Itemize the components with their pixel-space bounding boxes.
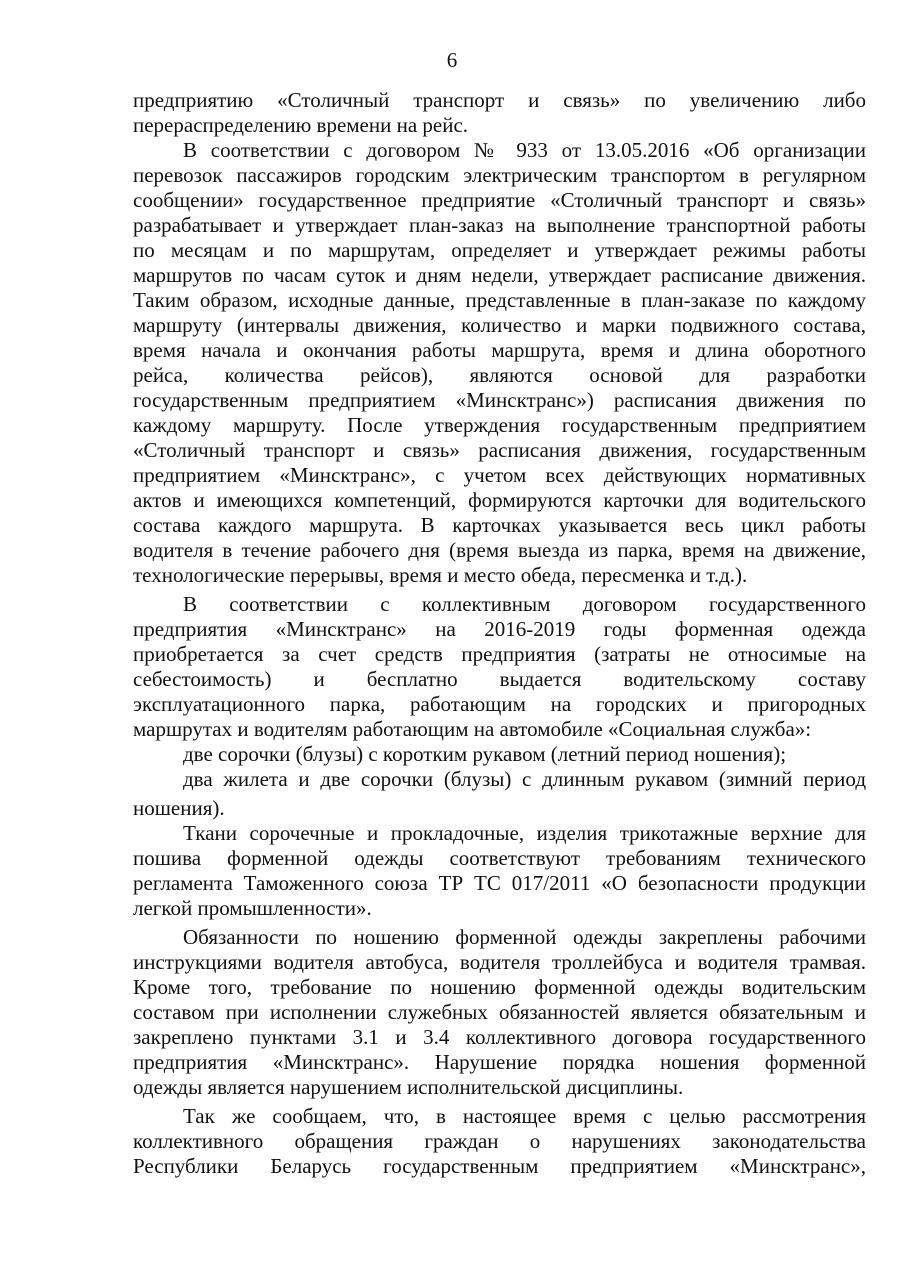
text-line: маршрутов по часам суток и дням недели, утверждает расписание движения. — [133, 263, 866, 287]
text-line: маршруту (интервалы движения, количество и марки подвижного состава, — [133, 313, 866, 337]
text-line: по месяцам и по маршрутам, определяет и утверждает режимы работы — [133, 238, 866, 262]
text-line: время начала и окончания работы маршрута, время и длина оборотного — [133, 338, 866, 362]
text-line: регламента Таможенного союза ТР ТС 017/2011 «О безопасности продукции — [133, 871, 866, 895]
text-line: Кроме того, требование по ношению форменной одежды водительским — [133, 975, 866, 999]
text-line: перераспределению времени на рейс. — [133, 113, 469, 137]
text-line: «Столичный транспорт и связь» расписания движения, государственным — [133, 438, 866, 462]
text-line: перевозок пассажиров городским электрическим транспортом в регулярном — [133, 163, 866, 187]
text-line: приобретается за счет средств предприятия (затраты не относимые на — [133, 642, 866, 666]
text-line: В соответствии с коллективным договором государственного — [183, 592, 866, 616]
text-line: коллективного обращения граждан о нарушениях законодательства — [133, 1129, 866, 1153]
text-line: каждому маршруту. После утверждения государственным предприятием — [133, 413, 866, 437]
text-line: Ткани сорочечные и прокладочные, изделия трикотажные верхние для — [183, 821, 866, 845]
text-line: технологические перерывы, время и место обеда, пересменка и т.д.). — [133, 563, 748, 587]
text-line: предприятия «Минсктранс». Нарушение порядка ношения форменной — [133, 1050, 866, 1074]
text-line: пошива форменной одежды соответствуют требованиям технического — [133, 846, 866, 870]
text-line: составом при исполнении служебных обязанностей является обязательным и — [133, 1000, 866, 1024]
text-line: две сорочки (блузы) с коротким рукавом (летний период ношения); — [183, 742, 787, 766]
text-line: Так же сообщаем, что, в настоящее время с целью рассмотрения — [183, 1104, 866, 1128]
text-line: состава каждого маршрута. В карточках указывается весь цикл работы — [133, 513, 866, 537]
text-line: закреплено пунктами 3.1 и 3.4 коллективного договора государственного — [133, 1025, 866, 1049]
text-line: Таким образом, исходные данные, представленные в план-заказе по каждому — [133, 288, 866, 312]
text-line: предприятия «Минсктранс» на 2016-2019 годы форменная одежда — [133, 617, 866, 641]
text-line: государственным предприятием «Минсктранс») расписания движения по — [133, 388, 866, 412]
text-line: инструкциями водителя автобуса, водителя троллейбуса и водителя трамвая. — [133, 950, 866, 974]
text-line: разрабатывает и утверждает план-заказ на выполнение транспортной работы — [133, 213, 866, 237]
text-line: водителя в течение рабочего дня (время выезда из парка, время на движение, — [133, 538, 866, 562]
text-line: рейса, количества рейсов), являются основой для разработки — [133, 363, 866, 387]
text-line: актов и имеющихся компетенций, формируются карточки для водительского — [133, 488, 866, 512]
text-line: предприятию «Столичный транспорт и связь» по увеличению либо — [133, 88, 866, 112]
text-line: легкой промышленности». — [133, 896, 372, 920]
text-line: Обязанности по ношению форменной одежды закреплены рабочими — [183, 925, 866, 949]
text-line: одежды является нарушением исполнительской дисциплины. — [133, 1075, 684, 1099]
text-line: маршрутах и водителям работающим на автомобиле «Социальная служба»: — [133, 717, 812, 741]
text-line: эксплуатационного парка, работающим на городских и пригородных — [133, 692, 866, 716]
text-line: предприятием «Минсктранс», с учетом всех действующих нормативных — [133, 463, 866, 487]
text-line: ношения). — [133, 796, 225, 820]
text-line: два жилета и две сорочки (блузы) с длинным рукавом (зимний период — [183, 767, 866, 791]
text-line: себестоимость) и бесплатно выдается водительскому составу — [133, 667, 866, 691]
text-line: Республики Беларусь государственным предприятием «Минсктранс», — [133, 1154, 866, 1178]
page-number: 6 — [446, 48, 458, 72]
text-line: В соответствии с договором № 933 от 13.05.2016 «Об организации — [183, 138, 866, 162]
text-line: сообщении» государственное предприятие «Столичный транспорт и связь» — [133, 188, 866, 212]
